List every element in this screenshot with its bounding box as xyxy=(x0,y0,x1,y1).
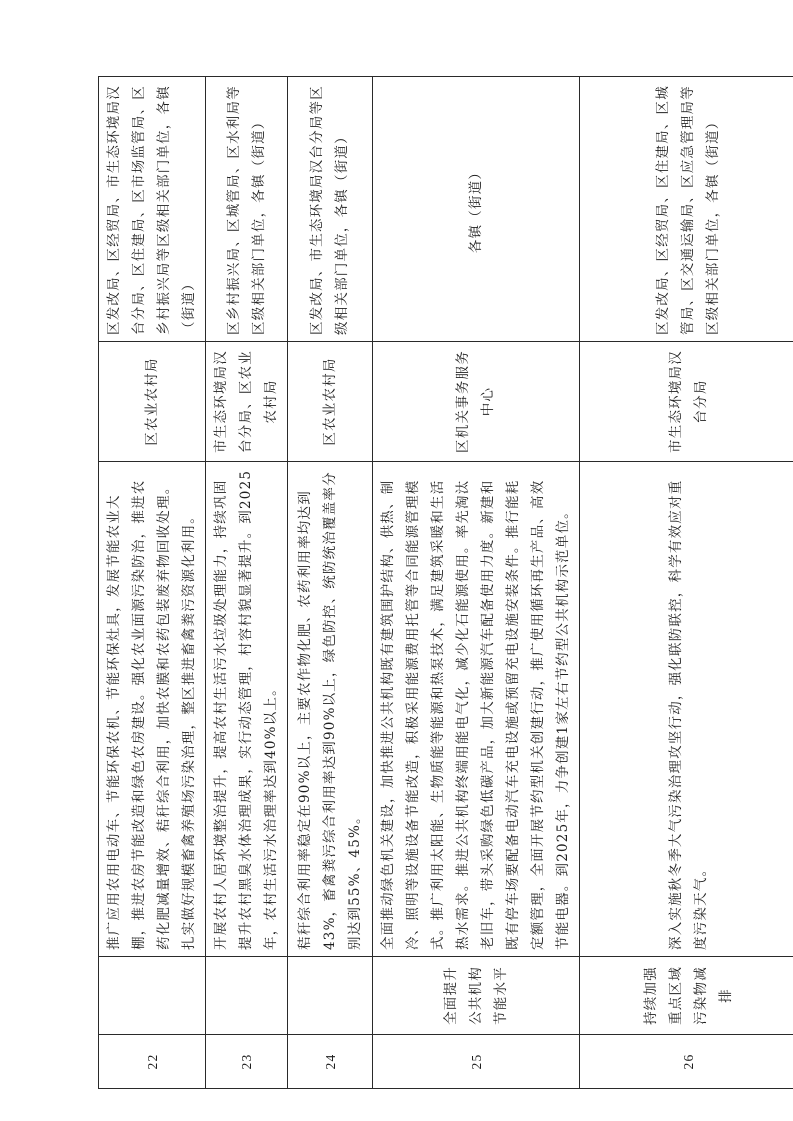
rotated-table-page xyxy=(98,77,734,1089)
table-row xyxy=(99,77,206,1089)
table-row xyxy=(288,77,373,1089)
cooperating-units-cell: 区发改局、区经贸局、市生态环境局汉台分局、区住建局、区市场监管局、区乡村振兴局等区级相关部门单位，各镇（街道） xyxy=(99,77,206,342)
cooperating-units-cell: 各镇（街道） xyxy=(373,77,580,342)
cooperating-units-cell: 区乡村振兴局、区城管局、区水利局等区级相关部门单位，各镇（街道） xyxy=(206,77,288,342)
task-cell: 全面推动绿色机关建设，加快推进公共机构既有建筑围护结构、供热、制冷、照明等设施设备节能改造，积极采用能源费用托管等合同能源管理模式。推广利用太阳能、生物质能等能源和热泵技术，满足建筑采暖和生活热水需求。推进公共机构终端用能电气化，减少化石能源使用。率先淘汰老旧车，带头采购绿色低碳产品，加大新能源汽车配备使用力度。新建和既有停车场要配备电动汽车充电设施或预留充电设施安装条件。推行能耗定额管理，全面开展节约型机关创建行动，推广使用循环再生产品、高效节能电器。到2025年，力争创建1家左右节约型公共机构示范单位。 xyxy=(373,462,580,957)
category-cell xyxy=(99,957,206,1035)
row-number: 25 xyxy=(373,1035,580,1089)
task-cell: 深入实施秋冬季大气污染治理攻坚行动，强化联防联控，科学有效应对重度污染天气。 xyxy=(580,462,793,957)
table-row xyxy=(373,77,580,1089)
row-number: 26 xyxy=(580,1035,793,1089)
cooperating-units-cell: 区发改局、市生态环境局汉台分局等区级相关部门单位，各镇（街道） xyxy=(288,77,373,342)
lead-unit-cell: 市生态环境局汉台分局 xyxy=(580,342,793,462)
cooperating-units-cell: 区发改局、区经贸局、区住建局、区城管局、区交通运输局、区应急管理局等区级相关部门单位，各镇（街道） xyxy=(580,77,793,342)
category-cell xyxy=(288,957,373,1035)
row-number: 22 xyxy=(99,1035,206,1089)
row-number: 24 xyxy=(288,1035,373,1089)
task-table xyxy=(98,76,793,1089)
task-cell: 开展农村人居环境整治提升，提高农村生活污水垃圾处理能力，持续巩固提升农村黑臭水体治理成果，实行动态管理，村容村貌显著提升。到2025年，农村生活污水治理率达到40%以上。 xyxy=(206,462,288,957)
lead-unit-cell: 市生态环境局汉台分局、区农业农村局 xyxy=(206,342,288,462)
row-number: 23 xyxy=(206,1035,288,1089)
table-row xyxy=(580,77,793,1089)
task-cell: 推广应用农用电动车、节能环保农机、节能环保灶具，发展节能农业大棚，推进农房节能改造和绿色农房建设。强化农业面源污染防治，推进农药化肥减量增效、秸秆综合利用，加快农膜和农药包装废弃物回收处理。扎实做好规模畜禽养殖场污染治理，整区推进畜禽粪污资源化利用。 xyxy=(99,462,206,957)
lead-unit-cell: 区机关事务服务中心 xyxy=(373,342,580,462)
lead-unit-cell: 区农业农村局 xyxy=(288,342,373,462)
category-cell: 持续加强重点区域污染物减排 xyxy=(580,957,793,1035)
table-row xyxy=(206,77,288,1089)
category-cell: 全面提升公共机构节能水平 xyxy=(373,957,580,1035)
category-cell xyxy=(206,957,288,1035)
lead-unit-cell: 区农业农村局 xyxy=(99,342,206,462)
task-cell: 秸秆综合利用率稳定在90%以上，主要农作物化肥、农药利用率均达到43%，畜禽粪污综合利用率达到90%以上，绿色防控、统防统治覆盖率分别达到55%、45%。 xyxy=(288,462,373,957)
